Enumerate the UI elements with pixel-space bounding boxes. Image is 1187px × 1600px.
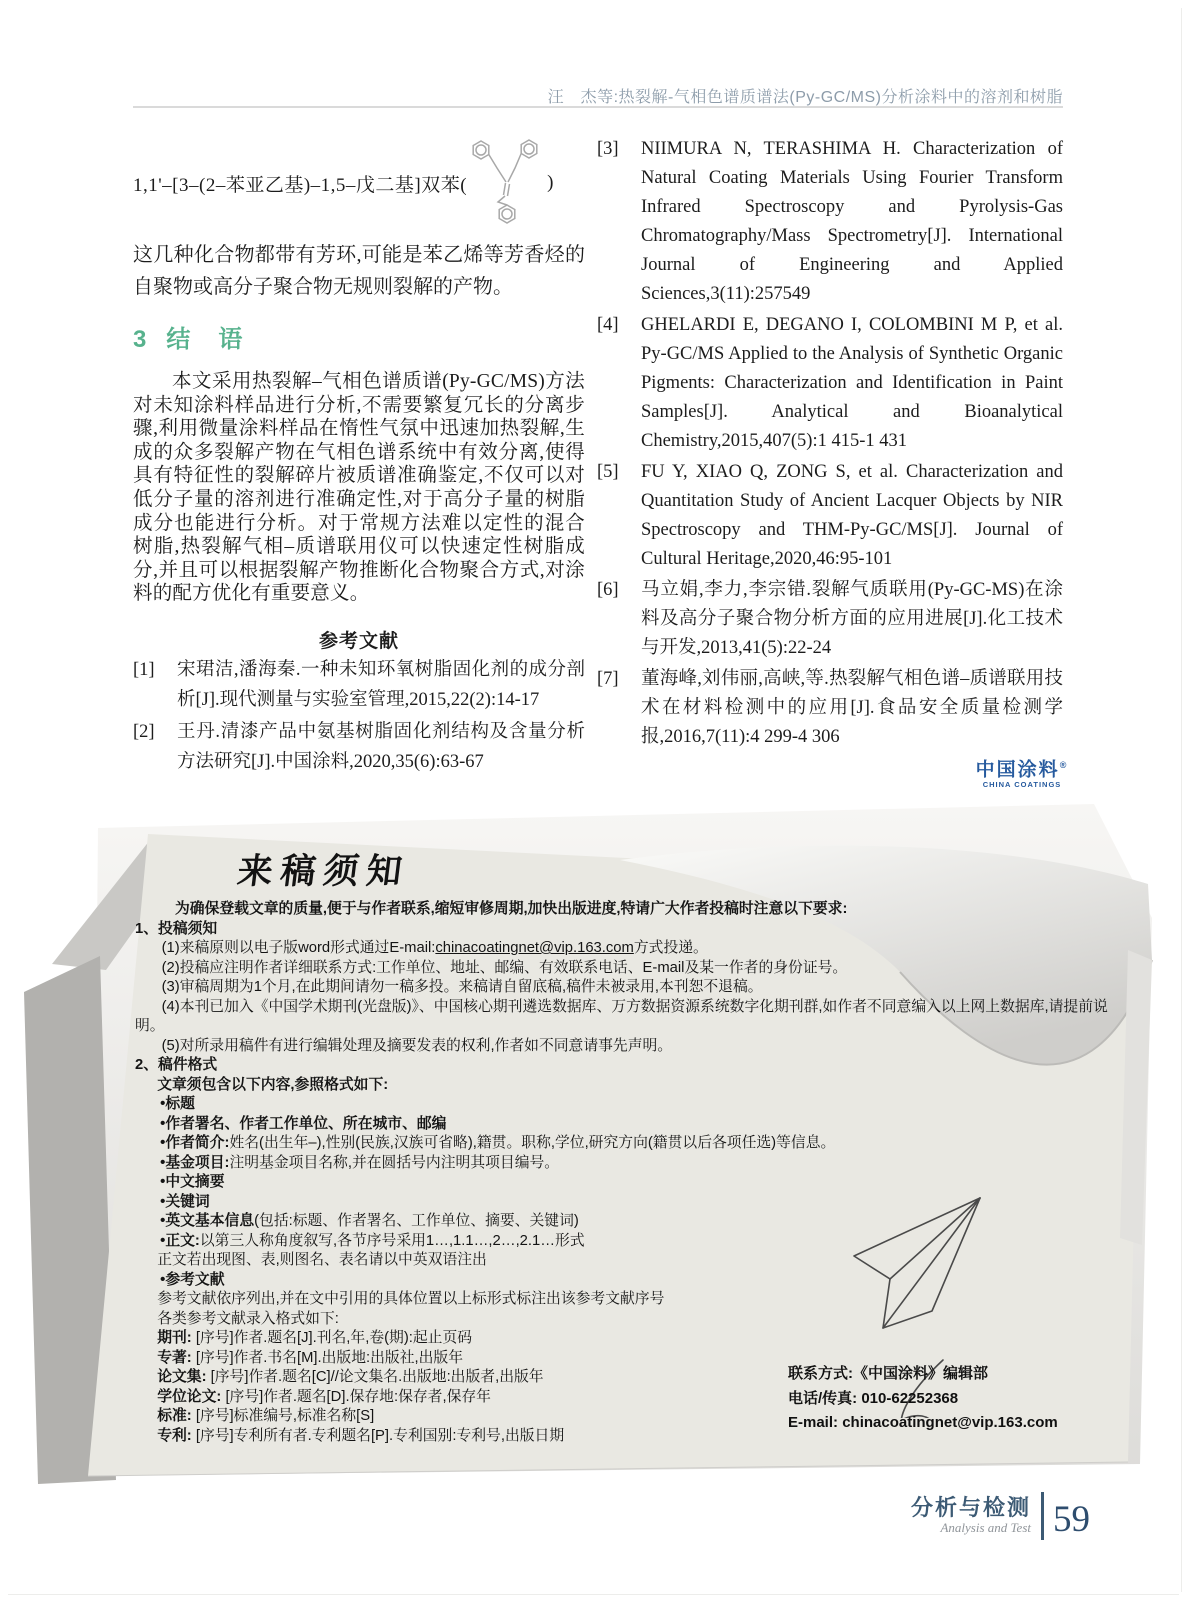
bullet-keywords: •关键词 <box>160 1193 210 1210</box>
contact-line-2 <box>788 1387 1058 1412</box>
reference-text: FU Y, XIAO Q, ZONG S, et al. Characterization and Quantitation Study of Ancient Lacquer Objects by NIR Spectroscopy and THM-Py-GC/MS[J]. Journal of Cultural Heritage,2020,46:95-101 <box>641 462 1063 569</box>
format-journal-text: [序号]作者.题名[J].刊名,年,卷(期):起止页码 <box>195 1330 473 1346</box>
notice-title: 来稿须知 <box>235 852 413 891</box>
bullet-references: •参考文献 <box>160 1271 225 1288</box>
page-footer <box>850 1488 1090 1544</box>
reference-text: 王丹.清漆产品中氨基树脂固化剂结构及含量分析方法研究[J].中国涂料,2020,35(6):63-67 <box>177 721 585 772</box>
bullet-title: •标题 <box>160 1096 195 1112</box>
format-monograph-text: [序号]作者.书名[M].出版地:出版社,出版年 <box>195 1349 464 1366</box>
reference-item <box>133 655 585 715</box>
contact-phone-value: 010-62252368 <box>861 1389 959 1407</box>
reference-text: GHELARDI E, DEGANO I, COLOMBINI M P, et al. Py-GC/MS Applied to the Analysis of Synthetic Organic Pigments: Characterization and Identification in Paint Samples[J]. Analytical and Bioanalytical Chemistry,2015,407(5):1 415-1 431 <box>641 315 1063 451</box>
contact-block <box>788 1362 1058 1436</box>
bullet-body-text: 以第三人称角度叙写,各节序号采用1…,1.1…,2…,2.1…形式 <box>199 1232 585 1249</box>
footer-section-cn: 分析与检测 <box>910 1495 1031 1520</box>
compound-name-suffix: ) <box>547 172 554 193</box>
bullet-fund-label: •基金项目: <box>160 1154 230 1171</box>
page-number: 59 <box>1053 1499 1090 1540</box>
bullet-english-text: (包括:标题、作者署名、工作单位、摘要、关键词) <box>254 1213 579 1229</box>
format-journal-label: 期刊: <box>157 1330 192 1346</box>
logo-english-text: CHINA COATINGS <box>982 780 1062 790</box>
china-coatings-logo <box>962 755 1082 790</box>
submission-notice-sheet <box>0 800 1187 1500</box>
contact-line-3 <box>788 1411 1058 1436</box>
bullet-english-label: •英文基本信息 <box>160 1213 255 1229</box>
format-thesis-text: [序号]作者.题名[D].保存地:保存者,保存年 <box>225 1388 491 1405</box>
logo-chinese-text: 中国涂料® <box>975 759 1069 781</box>
notice-section-1-title: 1、投稿须知 <box>135 920 218 937</box>
reference-id: [3] <box>597 139 619 159</box>
bullet-abstract: •中文摘要 <box>160 1174 225 1190</box>
reference-text: 宋珺洁,潘海秦.一种未知环氧树脂固化剂的成分剖析[J].现代测量与实验室管理,2015,22(2):14-17 <box>177 659 585 710</box>
format-proceedings-text: [序号]作者.题名[C]//论文集名.出版地:出版者,出版年 <box>210 1369 544 1385</box>
right-column <box>597 133 1063 752</box>
reference-text: 董海峰,刘伟丽,高峡,等.热裂解气相色谱–质谱联用技术在材料检测中的应用[J].食品安全质量检测学报,2016,7(11):4 299-4 306 <box>641 669 1063 747</box>
notice-section-2-title: 2、稿件格式 <box>135 1057 218 1073</box>
reference-id: [7] <box>597 669 619 689</box>
bullet-fund-text: 注明基金项目名称,并在圆括号内注明其项目编号。 <box>229 1154 560 1171</box>
format-standard-text: [序号]标准编号,标准名称[S] <box>195 1408 375 1424</box>
section-title: 结 语 <box>166 326 245 353</box>
reference-item <box>597 311 1063 456</box>
section-3-heading <box>133 319 585 354</box>
page-edge-bottom <box>8 1594 1179 1595</box>
bullet-author-bio-label: •作者简介: <box>160 1135 230 1151</box>
reference-id: [5] <box>597 462 619 482</box>
notice-intro: 为确保登载文章的质量,便于与作者联系,缩短审修周期,加快出版进度,特请广大作者投稿时注意以下要求: <box>174 901 848 917</box>
format-patent-label: 专利: <box>157 1427 192 1444</box>
notice-item-1-post: 方式投递。 <box>633 940 708 956</box>
reference-id: [1] <box>133 659 155 680</box>
body-note: 正文若出现图、表,则图名、表名请以中英双语注出 <box>157 1252 487 1268</box>
chemical-structure-icon <box>469 139 545 227</box>
format-thesis-label: 学位论文: <box>157 1388 222 1405</box>
submission-email-link[interactable]: chinacoatingnet@vip.163.com <box>435 940 634 956</box>
notice-item-1-pre: (1)来稿原则以电子版word形式通过E-mail: <box>161 940 436 956</box>
paragraph-aromatic: 这几种化合物都带有芳环,可能是苯乙烯等芳香烃的自聚物或高分子聚合物无规则裂解的产物。 <box>133 244 585 298</box>
reference-id: [4] <box>597 315 619 335</box>
notice-item-4: (4)本刊已加入《中国学术期刊(光盘版)》、中国核心期刊遴选数据库、万方数据资源系统数字化期刊群,如作者不同意编入以上网上数据库,请提前说明。 <box>135 998 1108 1034</box>
reference-item <box>597 458 1063 574</box>
reference-text: NIIMURA N, TERASHIMA H. Characterization of Natural Coating Materials Using Fourier Transform Infrared Spectroscopy and Pyrolysis-Gas Chromatography/Mass Spectrometry[J]. International Journal of Engineering and Applied Sciences,3(11):257549 <box>641 139 1063 304</box>
format-monograph-label: 专著: <box>157 1349 192 1366</box>
reference-id: [6] <box>597 580 619 600</box>
format-patent-text: [序号]专利所有者.专利题名[P].专利国别:专利号,出版日期 <box>195 1427 565 1444</box>
reference-item <box>597 576 1063 663</box>
running-head: 汪 杰等:热裂解-气相色谱质谱法(Py-GC/MS)分析涂料中的溶剂和树脂 <box>547 89 1063 106</box>
contact-line-1: 联系方式:《中国涂料》编辑部 <box>788 1365 988 1382</box>
registered-mark-icon: ® <box>1059 760 1069 770</box>
contact-email-label: E-mail: <box>788 1414 839 1431</box>
footer-divider <box>1041 1492 1044 1540</box>
conclusion-paragraph: 本文采用热裂解–气相色谱质谱(Py-GC/MS)方法对未知涂料样品进行分析,不需要繁复冗长的分离步骤,利用微量涂料样品在惰性气氛中迅速加热裂解,生成的众多裂解产物在气相色谱系统中有效分离,使得具有特征性的裂解碎片被质谱准确鉴定,不仅可以对低分子量的溶剂进行准确定性,对于高分子量的树脂成分也能进行分析。对于常规方法难以定性的混合树脂,热裂解气相–质谱联用仪可以快速定性树脂成分,并且可以根据裂解产物推断化合物聚合方式,对涂料的配方优化有重要意义。 <box>133 371 585 605</box>
page-edge-right <box>1181 8 1182 1592</box>
contact-phone-label: 电话/传真: <box>788 1389 858 1407</box>
compound-name-prefix: 1,1'–[3–(2–苯亚乙基)–1,5–戊二基]双苯( <box>133 174 468 196</box>
footer-section <box>911 1496 1031 1536</box>
header-rule <box>133 106 1063 108</box>
format-standard-label: 标准: <box>157 1408 192 1424</box>
bullet-body-label: •正文: <box>160 1232 200 1249</box>
refs-note-2: 各类参考文献录入格式如下: <box>157 1310 339 1327</box>
left-column <box>133 133 585 777</box>
notice-item-3: (3)审稿周期为1个月,在此期间请勿一稿多投。来稿请自留底稿,稿件未被录用,本刊恕不退稿。 <box>161 979 763 995</box>
refs-note-1: 参考文献依序列出,并在文中引用的具体位置以上标形式标注出该参考文献序号 <box>157 1291 665 1307</box>
format-proceedings-label: 论文集: <box>157 1369 207 1385</box>
bullet-author-bio-text: 姓名(出生年–),性别(民族,汉族可省略),籍贯。职称,学位,研究方向(籍贯以后各项任选)等信息。 <box>229 1135 836 1151</box>
notice-item-1 <box>135 939 1135 959</box>
references-heading: 参考文献 <box>318 630 399 652</box>
reference-item <box>597 135 1063 309</box>
notice-item-5: (5)对所录用稿件有进行编辑处理及摘要发表的权利,作者如不同意请事先声明。 <box>161 1037 673 1054</box>
contact-email-value[interactable]: chinacoatingnet@vip.163.com <box>842 1414 1058 1431</box>
reference-item <box>597 665 1063 752</box>
reference-item <box>133 717 585 777</box>
bullet-authors: •作者署名、作者工作单位、所在城市、邮编 <box>160 1115 447 1132</box>
footer-section-en: Analysis and Test <box>940 1520 1031 1535</box>
section-number: 3 <box>133 326 147 353</box>
notice-item-2: (2)投稿应注明作者详细联系方式:工作单位、地址、邮编、有效联系电话、E-mail及某一作者的身份证号。 <box>161 959 848 976</box>
format-intro: 文章须包含以下内容,参照格式如下: <box>157 1076 389 1093</box>
reference-id: [2] <box>133 721 155 742</box>
compound-name-line <box>133 137 585 229</box>
reference-text: 马立娟,李力,李宗错.裂解气质联用(Py-GC-MS)在涂料及高分子聚合物分析方面的应用进展[J].化工技术与开发,2013,41(5):22-24 <box>641 580 1063 658</box>
